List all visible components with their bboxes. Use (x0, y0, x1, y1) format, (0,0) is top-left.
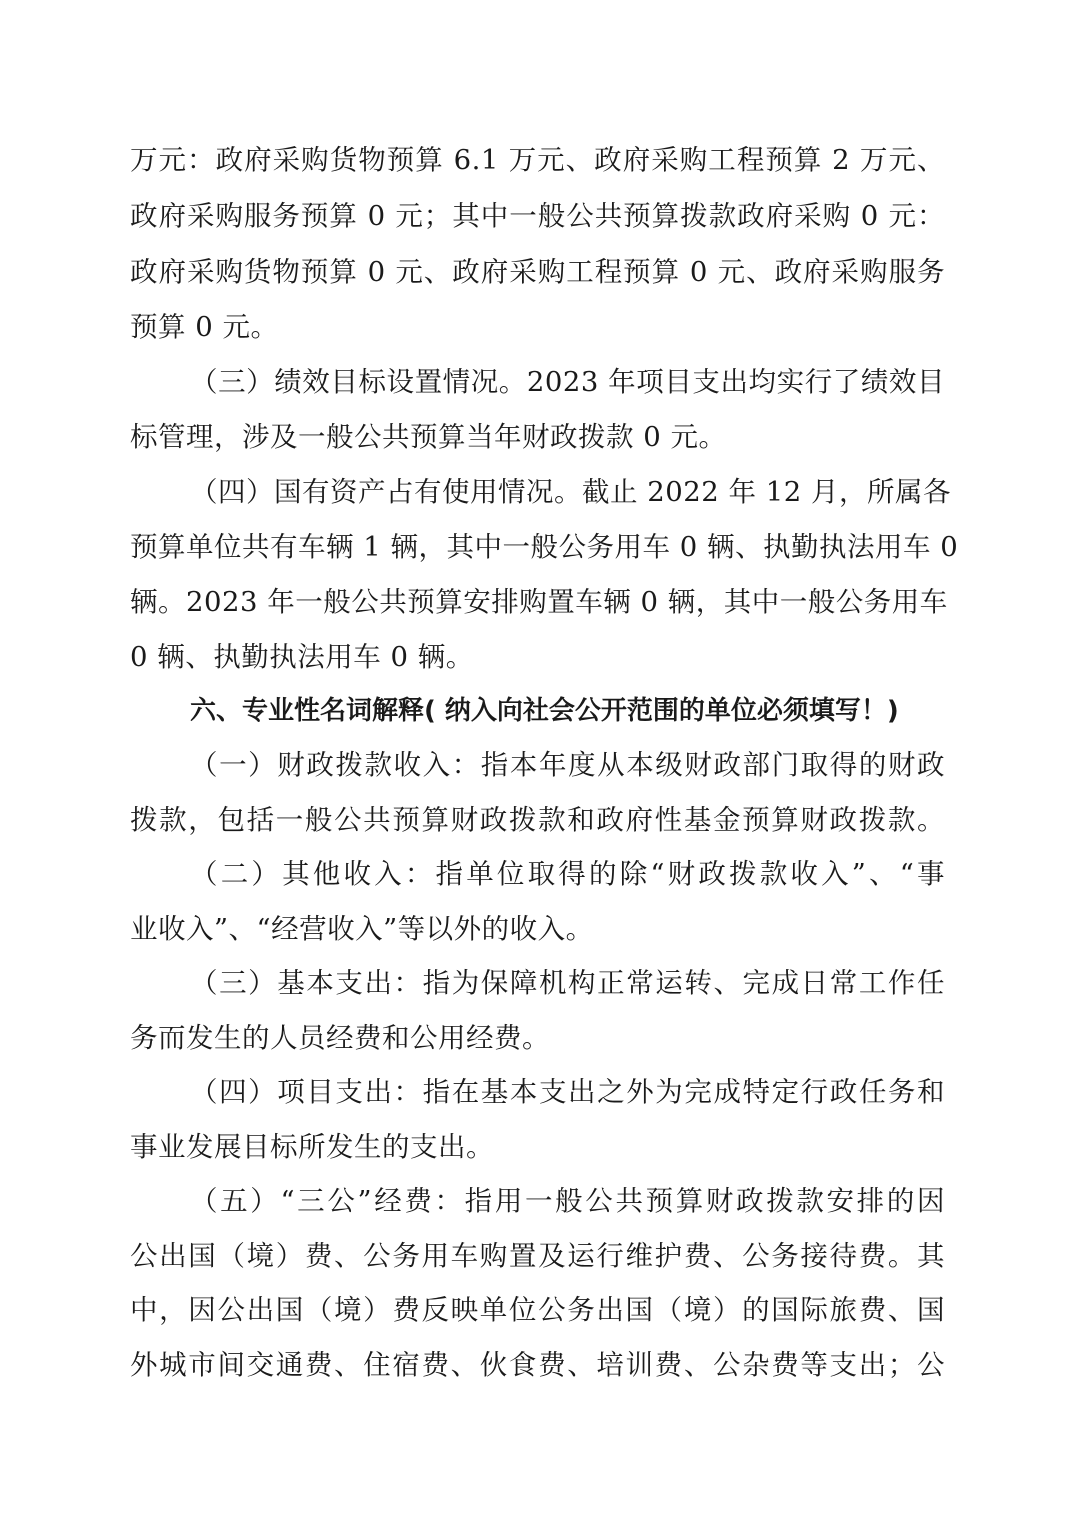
text-line: 预算单位共有车辆 1 辆，其中一般公务用车 0 辆、执勤执法用车 0 (130, 531, 959, 563)
paragraph-start-line: （四）项目支出：指在基本支出之外为完成特定行政任务和 (190, 1076, 945, 1108)
paragraph-start-line: （三）绩效目标设置情况。2023 年项目支出均实行了绩效目 (190, 366, 945, 398)
paragraph-start-line: （二）其他收入：指单位取得的除“财政拨款收入”、“事 (190, 858, 945, 890)
text-line: 拨款，包括一般公共预算财政拨款和政府性基金预算财政拨款。 (130, 804, 945, 836)
paragraph-start-line: （四）国有资产占有使用情况。截止 2022 年 12 月，所属各 (190, 476, 951, 508)
text-line: 万元：政府采购货物预算 6.1 万元、政府采购工程预算 2 万元、 (130, 144, 945, 176)
text-line: 中，因公出国（境）费反映单位公务出国（境）的国际旅费、国 (130, 1294, 945, 1326)
text-line: 政府采购货物预算 0 元、政府采购工程预算 0 元、政府采购服务 (130, 256, 945, 288)
text-line: 预算 0 元。 (130, 311, 279, 343)
text-line: 0 辆、执勤执法用车 0 辆。 (130, 641, 474, 673)
text-line: 政府采购服务预算 0 元；其中一般公共预算拨款政府采购 0 元： (130, 200, 945, 232)
paragraph-start-line: （一）财政拨款收入：指本年度从本级财政部门取得的财政 (190, 749, 945, 781)
section-heading: 六、专业性名词解释( 纳入向社会公开范围的单位必须填写！) (190, 696, 899, 726)
text-line: 外城市间交通费、住宿费、伙食费、培训费、公杂费等支出；公 (130, 1349, 945, 1381)
text-line: 业收入”、“经营收入”等以外的收入。 (130, 913, 594, 945)
paragraph-start-line: （三）基本支出：指为保障机构正常运转、完成日常工作任 (190, 967, 945, 999)
text-line: 公出国（境）费、公务用车购置及运行维护费、公务接待费。其 (130, 1240, 945, 1272)
text-line: 务而发生的人员经费和公用经费。 (130, 1022, 550, 1054)
text-line: 辆。2023 年一般公共预算安排购置车辆 0 辆，其中一般公务用车 (130, 586, 948, 618)
text-line: 标管理，涉及一般公共预算当年财政拨款 0 元。 (130, 421, 727, 453)
text-line: 事业发展目标所发生的支出。 (130, 1131, 494, 1163)
paragraph-start-line: （五）“三公”经费：指用一般公共预算财政拨款安排的因 (190, 1185, 945, 1217)
